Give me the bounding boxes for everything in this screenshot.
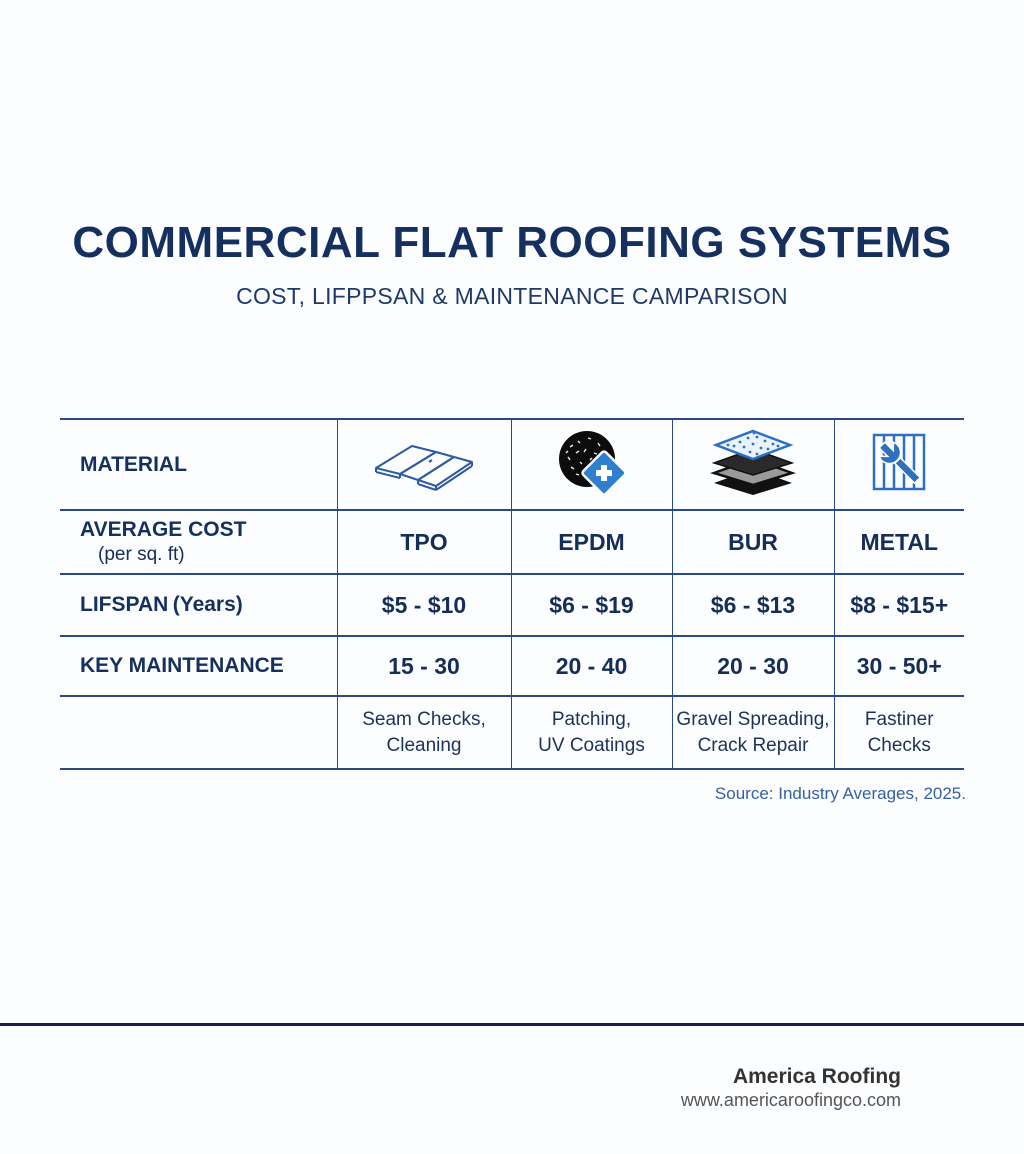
row-label-lifspan-unit: (Years) xyxy=(172,593,243,616)
cost-epdm: $6 - $19 xyxy=(549,591,634,618)
maintenance-row xyxy=(60,696,964,769)
maintenance-bur xyxy=(673,707,834,759)
icon-row xyxy=(60,419,964,510)
cost-cell xyxy=(672,574,834,636)
maintenance-epdm xyxy=(512,707,672,759)
row-label-lifspan: LIFSPAN xyxy=(80,593,169,616)
lifespan-metal: 30 - 50+ xyxy=(856,652,942,679)
row-label-average-cost-unit: (per sq. ft) xyxy=(98,544,185,565)
maintenance-line: Checks xyxy=(867,734,931,756)
name-row xyxy=(60,510,964,574)
maintenance-line: Crack Repair xyxy=(697,734,809,756)
lifespan-cell xyxy=(337,636,511,696)
layered-gravel-icon xyxy=(710,427,796,502)
membrane-sheets-icon xyxy=(372,432,476,497)
maintenance-cell xyxy=(511,696,672,769)
cost-tpo: $5 - $10 xyxy=(381,591,467,618)
lifespan-cell xyxy=(834,636,964,696)
lifespan-tpo: 15 - 30 xyxy=(388,652,460,679)
lifespan-row xyxy=(60,636,964,696)
maintenance-line: UV Coatings xyxy=(538,734,645,756)
maintenance-line: Gravel Spreading, xyxy=(676,708,830,730)
brand-name: America Roofing xyxy=(732,1065,901,1088)
maintenance-metal xyxy=(835,707,965,759)
row-label-average-cost: AVERAGE COST xyxy=(80,518,247,541)
footer-divider xyxy=(0,1023,1024,1026)
icon-cell-metal xyxy=(834,419,964,510)
cost-metal: $8 - $15+ xyxy=(850,591,949,618)
metal-wrench-icon xyxy=(870,431,928,498)
source-note: Source: Industry Averages, 2025. xyxy=(714,784,966,803)
row-label-cell-empty xyxy=(60,696,337,769)
cost-row xyxy=(60,574,964,636)
maintenance-line: Fastiner xyxy=(864,708,934,730)
row-label-cell xyxy=(60,574,337,636)
material-name-bur: BUR xyxy=(728,528,778,555)
brand-url[interactable]: www.americaroofingco.com xyxy=(680,1090,901,1110)
cost-cell xyxy=(511,574,672,636)
maintenance-cell xyxy=(834,696,964,769)
material-name-tpo: TPO xyxy=(400,528,448,555)
material-name-cell xyxy=(834,510,964,574)
maintenance-cell xyxy=(672,696,834,769)
lifespan-bur: 20 - 30 xyxy=(717,652,789,679)
icon-cell-tpo xyxy=(337,419,511,510)
icon-cell-epdm xyxy=(511,419,672,510)
material-name-cell xyxy=(672,510,834,574)
row-label-material: MATERIAL xyxy=(80,452,187,476)
icon-cell-bur xyxy=(672,419,834,510)
row-label-cell xyxy=(60,510,337,574)
cost-bur: $6 - $13 xyxy=(710,591,796,618)
lifespan-cell xyxy=(672,636,834,696)
material-name-metal: METAL xyxy=(860,528,938,555)
row-label-key-maintenance: KEY MAINTENANCE xyxy=(80,654,284,677)
page-subtitle: COST, LIFPPSAN & MAINTENANCE CAMPARISON xyxy=(236,283,788,309)
row-label-cell xyxy=(60,636,337,696)
lifespan-epdm: 20 - 40 xyxy=(555,652,628,679)
page-title: COMMERCIAL FLAT ROOFING SYSTEMS xyxy=(72,218,952,267)
comparison-table xyxy=(60,418,964,770)
maintenance-tpo xyxy=(338,707,511,759)
maintenance-line: Cleaning xyxy=(386,734,462,756)
cost-cell xyxy=(337,574,511,636)
maintenance-line: Patching, xyxy=(551,708,632,730)
maintenance-line: Seam Checks, xyxy=(362,708,486,730)
maintenance-cell xyxy=(337,696,511,769)
cost-cell xyxy=(834,574,964,636)
material-name-cell xyxy=(511,510,672,574)
rubber-patch-icon xyxy=(556,429,628,500)
lifespan-cell xyxy=(511,636,672,696)
material-name-epdm: EPDM xyxy=(558,528,625,555)
row-label-cell xyxy=(60,419,337,510)
material-name-cell xyxy=(337,510,511,574)
